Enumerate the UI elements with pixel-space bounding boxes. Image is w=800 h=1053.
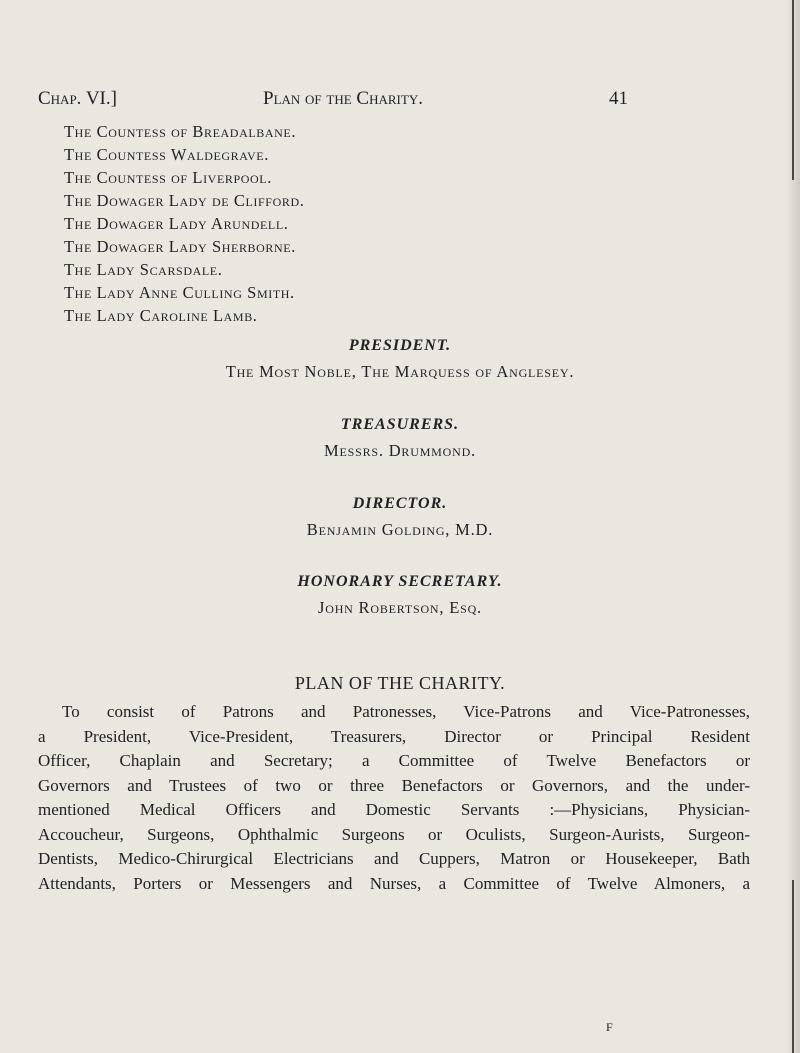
paragraph-line: mentioned Medical Officers and Domestic Servants :—Physicians, Physician- bbox=[38, 800, 750, 819]
paragraph-line: To consist of Patrons and Patronesses, Vice-Patrons and Vice-Patronesses, bbox=[62, 702, 750, 721]
honorary-secretary-heading: HONORARY SECRETARY. bbox=[297, 573, 503, 590]
director-heading: DIRECTOR. bbox=[352, 495, 448, 512]
treasurers-name: Messrs. Drummond. bbox=[324, 441, 476, 460]
paragraph-line: Governors and Trustees of two or three Benefactors or Governors, and the under- bbox=[38, 775, 750, 795]
running-title: Plan of the Charity. bbox=[263, 88, 423, 109]
president-name: The Most Noble, The Marquess of Anglesey. bbox=[225, 362, 575, 381]
page-edge-line-bottom bbox=[792, 880, 794, 1053]
list-item: The Lady Scarsdale. bbox=[64, 260, 223, 279]
signature-mark: F bbox=[606, 1020, 613, 1034]
list-item: The Lady Caroline Lamb. bbox=[64, 306, 258, 325]
list-item: The Countess Waldegrave. bbox=[64, 145, 269, 164]
page-edge-line-top bbox=[792, 0, 794, 180]
paragraph-line: Accoucheur, Surgeons, Ophthalmic Surgeons or Oculists, Surgeon-Aurists, Surgeon- bbox=[38, 824, 750, 844]
paragraph-line: Dentists, Medico-Chirurgical Electricians and Cuppers, Matron or Housekeeper, Bath bbox=[38, 849, 750, 868]
paragraph-line: Attendants, Porters or Messengers and Nurses, a Committee of Twelve Almoners, a bbox=[38, 873, 750, 893]
list-item: The Dowager Lady de Clifford. bbox=[64, 191, 305, 210]
director-name: Benjamin Golding, M.D. bbox=[306, 520, 494, 539]
plan-title: PLAN OF THE CHARITY. bbox=[294, 673, 506, 693]
paragraph-line: a President, Vice-President, Treasurers, Director or Principal Resident bbox=[38, 726, 750, 746]
running-header bbox=[38, 88, 628, 118]
plan-paragraph bbox=[38, 700, 750, 896]
treasurers-heading: TREASURERS. bbox=[340, 416, 460, 433]
page-number: 41 bbox=[609, 88, 628, 109]
list-item: The Countess of Breadalbane. bbox=[64, 122, 297, 141]
list-item: The Dowager Lady Arundell. bbox=[64, 214, 289, 233]
list-item: The Dowager Lady Sherborne. bbox=[64, 237, 296, 256]
list-item: The Countess of Liverpool. bbox=[64, 168, 272, 187]
chapter-label: Chap. VI.] bbox=[38, 88, 117, 109]
paragraph-line: Officer, Chaplain and Secretary; a Committee of Twelve Benefactors or bbox=[38, 751, 750, 770]
honorary-secretary-name: John Robertson, Esq. bbox=[318, 598, 482, 617]
list-item: The Lady Anne Culling Smith. bbox=[64, 283, 295, 302]
president-heading: PRESIDENT. bbox=[348, 337, 452, 354]
patronesses-list bbox=[64, 120, 304, 327]
